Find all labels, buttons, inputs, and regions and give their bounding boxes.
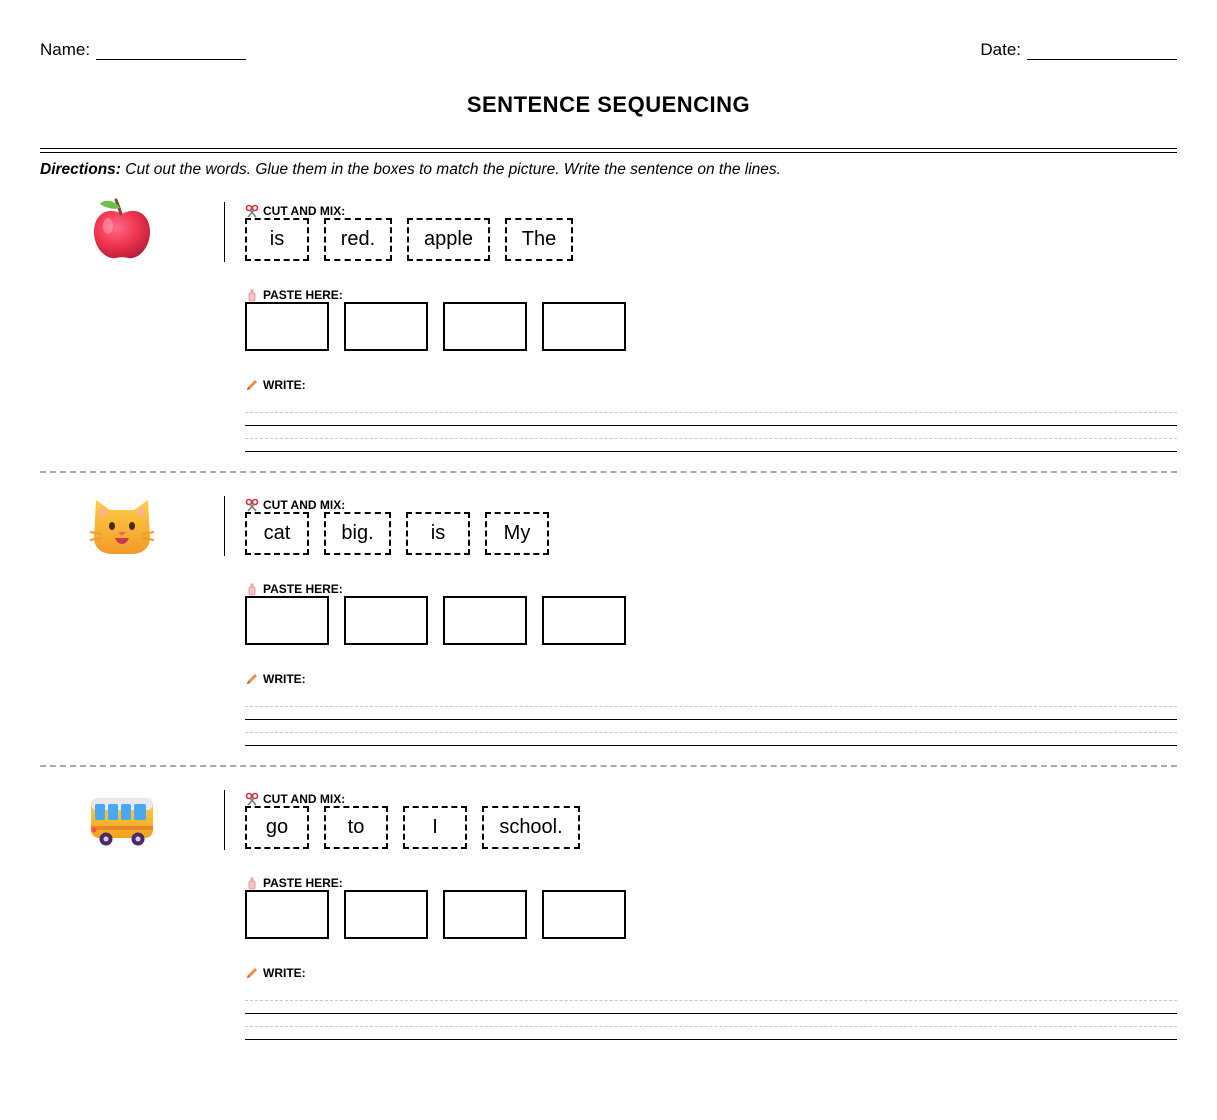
paste-box[interactable] (344, 890, 428, 939)
paste-label-text: PASTE HERE: (263, 876, 343, 890)
word-card[interactable]: My (485, 512, 549, 555)
date-blank-line[interactable] (1027, 44, 1177, 60)
bus-icon (88, 784, 156, 852)
scissors-icon (245, 204, 259, 218)
paste-boxes (245, 890, 626, 939)
write-label-text: WRITE: (263, 672, 306, 686)
paste-box[interactable] (443, 890, 527, 939)
paste-box[interactable] (245, 890, 329, 939)
paste-box[interactable] (443, 302, 527, 351)
cut-label-text: CUT AND MIX: (263, 204, 346, 218)
word-card[interactable]: is (245, 218, 309, 261)
section-divider-line (224, 790, 225, 850)
title-divider (40, 148, 1177, 153)
glue-bottle-icon (245, 582, 259, 596)
paste-label-text: PASTE HERE: (263, 582, 343, 596)
name-field (40, 40, 246, 60)
write-label (245, 672, 306, 686)
write-label (245, 966, 306, 980)
cut-label-text: CUT AND MIX: (263, 498, 346, 512)
date-field (980, 40, 1177, 60)
scissors-icon (245, 792, 259, 806)
pencil-icon (245, 966, 259, 980)
write-label-text: WRITE: (263, 378, 306, 392)
paste-box[interactable] (542, 890, 626, 939)
paste-here-label (245, 876, 343, 890)
word-card[interactable]: big. (324, 512, 391, 555)
directions-text: Cut out the words. Glue them in the boxes to match the picture. Write the sentence on the lines. (120, 161, 781, 178)
directions-label: Directions: (40, 161, 121, 178)
section-divider-line (224, 496, 225, 556)
name-label: Name: (40, 40, 91, 59)
paste-box[interactable] (245, 596, 329, 645)
write-label (245, 378, 306, 392)
section-divider-line (224, 202, 225, 262)
pencil-icon (245, 378, 259, 392)
paste-box[interactable] (443, 596, 527, 645)
word-card[interactable]: go (245, 806, 309, 849)
paste-box[interactable] (344, 302, 428, 351)
exercise-section-1 (40, 196, 1177, 476)
paste-label-text: PASTE HERE: (263, 288, 343, 302)
paste-box[interactable] (344, 596, 428, 645)
glue-bottle-icon (245, 876, 259, 890)
word-card[interactable]: red. (324, 218, 392, 261)
paste-here-label (245, 288, 343, 302)
section-separator (40, 471, 1177, 473)
cut-label-text: CUT AND MIX: (263, 792, 346, 806)
cut-and-mix-label (245, 498, 345, 512)
word-cards (245, 512, 549, 555)
word-card[interactable]: to (324, 806, 388, 849)
pencil-icon (245, 672, 259, 686)
word-card[interactable]: I (403, 806, 467, 849)
page-title: SENTENCE SEQUENCING (466, 92, 751, 117)
word-card[interactable]: The (505, 218, 573, 261)
write-label-text: WRITE: (263, 966, 306, 980)
paste-box[interactable] (542, 596, 626, 645)
word-card[interactable]: school. (482, 806, 580, 849)
word-cards (245, 218, 573, 261)
paste-box[interactable] (542, 302, 626, 351)
paste-box[interactable] (245, 302, 329, 351)
date-label: Date: (980, 40, 1021, 59)
word-card[interactable]: cat (245, 512, 309, 555)
cut-and-mix-label (245, 204, 345, 218)
word-card[interactable]: apple (407, 218, 490, 261)
name-blank-line[interactable] (96, 44, 246, 60)
cat-face-icon (88, 490, 156, 558)
section-separator (40, 765, 1177, 767)
exercise-section-3 (40, 784, 1177, 1064)
cut-and-mix-label (245, 792, 345, 806)
apple-icon (88, 196, 156, 264)
exercise-section-2 (40, 490, 1177, 770)
glue-bottle-icon (245, 288, 259, 302)
paste-boxes (245, 302, 626, 351)
paste-here-label (245, 582, 343, 596)
word-cards (245, 806, 580, 849)
directions (40, 161, 781, 179)
word-card[interactable]: is (406, 512, 470, 555)
paste-boxes (245, 596, 626, 645)
scissors-icon (245, 498, 259, 512)
